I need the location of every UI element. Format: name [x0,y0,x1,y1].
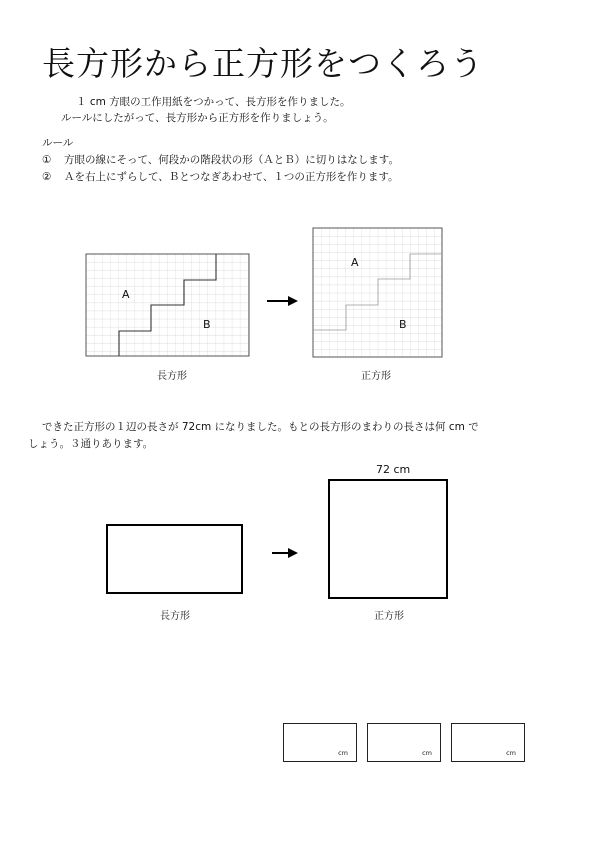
rectangle-caption: 長方形 [160,611,190,622]
plain-rectangle [107,525,242,593]
plain-square [329,480,447,598]
piece-label-b: B [203,318,211,331]
grid-rectangle [86,254,249,356]
square-caption: 正方形 [361,371,391,382]
question-line-2: しょう。３通りあります。 [28,438,154,450]
rule-number: ① [42,154,52,166]
rules-heading: ルール [42,137,74,149]
unit-label: cm [422,749,432,757]
piece-label-a: A [122,288,130,301]
rule-number: ② [42,171,52,183]
square-caption: 正方形 [374,611,404,622]
answer-box-2[interactable] [367,723,441,762]
square-side-label: 72 cm [376,463,411,476]
answer-box-3[interactable] [451,723,525,762]
rectangle-caption: 長方形 [157,371,187,382]
answer-box-1[interactable] [283,723,357,762]
piece-label-a: A [351,256,359,269]
rule-text: 方眼の線にそって、何段かの階段状の形（ＡとＢ）に切りはなします。 [64,154,399,166]
page-title: 長方形から正方形をつくろう [42,44,484,83]
intro-line-2: ルールにしたがって、長方形から正方形を作りましょう。 [61,112,334,124]
unit-label: cm [338,749,348,757]
grid-square [313,228,442,357]
unit-label: cm [506,749,516,757]
right-arrow-icon [267,296,298,306]
piece-label-b: B [399,318,407,331]
question-line-1: できた正方形の１辺の長さが 72cm になりました。もとの長方形のまわりの長さは何 cm で [42,421,479,433]
rule-text: Ａを右上にずらして、Ｂとつなぎあわせて、１つの正方形を作ります。 [64,171,399,183]
right-arrow-icon [272,548,298,558]
intro-line-1: １ cm 方眼の工作用紙をつかって、長方形を作りました。 [76,96,351,108]
